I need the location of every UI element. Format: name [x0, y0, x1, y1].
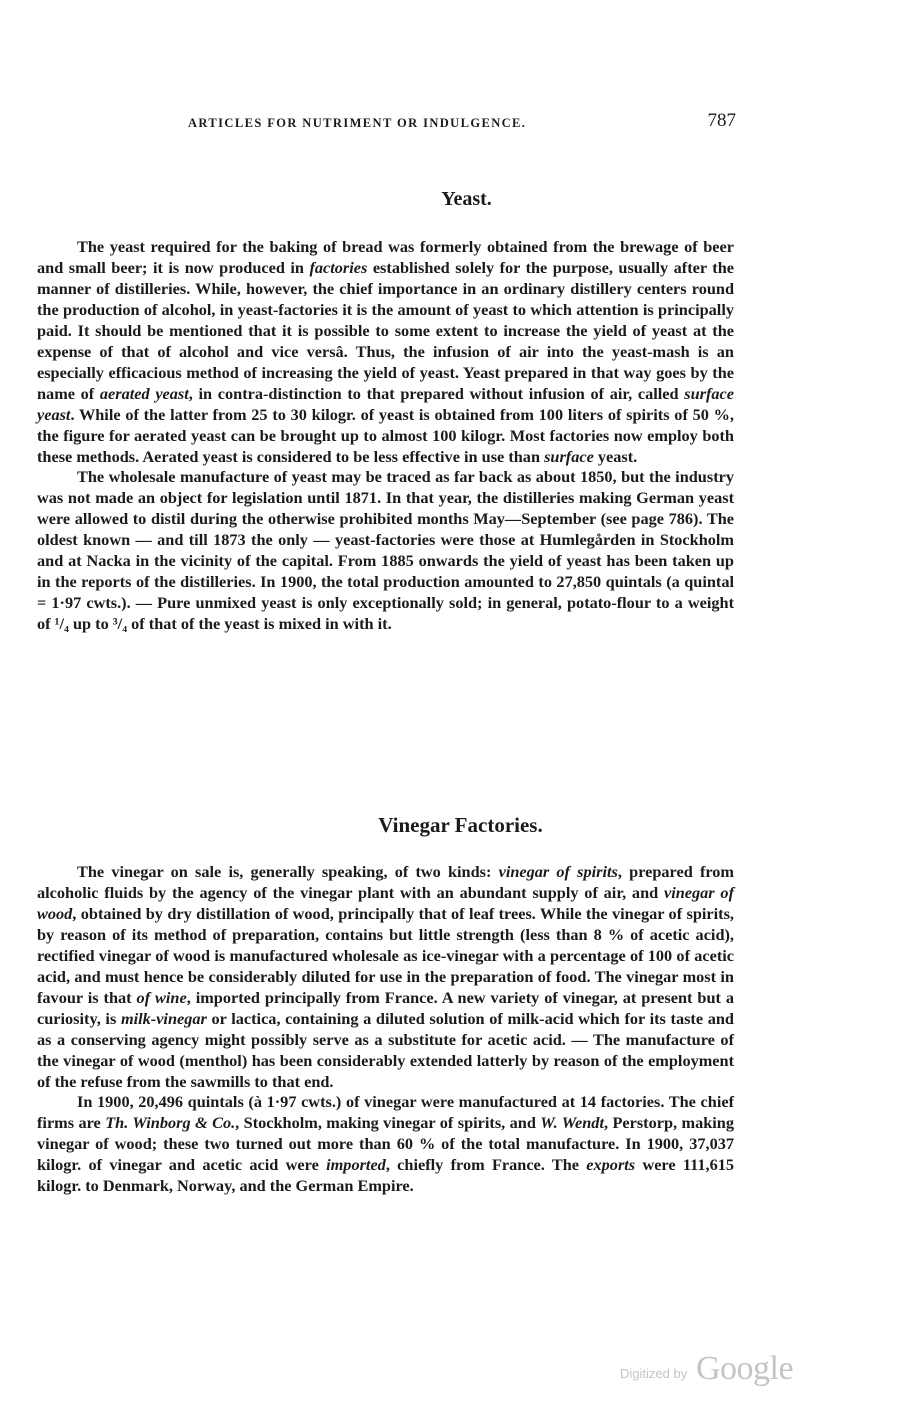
vinegar-section-body [37, 862, 734, 1197]
italic-term: imported [326, 1155, 386, 1175]
running-header [188, 108, 736, 136]
italic-term: surface [544, 446, 594, 466]
italic-term: surface yeast [37, 383, 734, 424]
italic-term: of wine [136, 987, 187, 1007]
yeast-section-body [37, 237, 734, 635]
italic-term: factories [309, 257, 368, 277]
section-title-yeast: Yeast. [441, 188, 492, 210]
yeast-paragraph-2: The wholesale manufacture of yeast may be traced as far back as about 1850, but the industry was not made an object for legislation until 1871. In that year, the distilleries making German yeast were allowed to distil during the otherwise prohibited months May—September (see page 786). The oldest known — and till 1873 the only — yeast-factories were those at Humlegården in Stockholm and at Nacka in the vicinity of the capital. From 1885 onwards the yield of yeast has been taken up in the reports of the distilleries. In 1900, the total production amounted to 27,850 quintals (a quintal = 1·97 cwts.). — Pure unmixed yeast is only exceptionally sold; in general, potato-flour to a weight of ¹/₄ up to ³/₄ of that of the yeast is mixed in with it. [37, 467, 734, 634]
yeast-paragraph-1: The yeast required for the baking of bread was formerly obtained from the brewage of beer and small beer; it is now produced in factories established solely for the purpose, usually after the manner of distilleries. While, however, the chief importance in an ordinary distillery centers round the production of alcohol, in yeast-factories it is the amount of yeast to which attention is principally paid. It should be mentioned that it is possible to some extent to increase the yield of yeast at the expense of that of alcohol and vice versâ. Thus, the infusion of air into the yeast-mash is an especially efficacious method of increasing the yield of yeast. Yeast prepared in that way goes by the name of aerated yeast, in contra-distinction to that prepared without infusion of air, called surface yeast. While of the latter from 25 to 30 kilogr. of yeast is obtained from 100 liters of spirits of 50 %, the figure for aerated yeast can be brought up to almost 100 kilogr. Most factories now employ both these methods. Aerated yeast is considered to be less effective in use than surface yeast. [37, 237, 734, 466]
italic-term: exports [586, 1155, 636, 1175]
vinegar-paragraph-1: The vinegar on sale is, generally speaking, of two kinds: vinegar of spirits, prepared from alcoholic fluids by the agency of the vinegar plant with an abundant supply of air, and vinegar of wood, obtained by dry distillation of wood, principally that of leaf trees. While the vinegar of spirits, by reason of its method of preparation, contains but little strength (less than 8 % of acetic acid), rectified vinegar of wood is manufactured wholesale as ice-vinegar with a percentage of 100 of acetic acid, and must hence be considerably diluted for use in the preparation of food. The vinegar most in favour is that of wine, imported principally from France. A new variety of vinegar, at present but a curiosity, is milk-vinegar or lactica, containing a diluted solution of milk-acid which for its taste and as a conserving agency might possibly serve as a substitute for acetic acid. — The manufacture of the vinegar of wood (menthol) has been considerably extended latterly by reason of the employment of the refuse from the sawmills to that end. [37, 862, 734, 1091]
italic-term: milk-vinegar [120, 1008, 207, 1028]
italic-term: W. Wendt [540, 1113, 604, 1133]
google-logo: Google [696, 1350, 794, 1387]
italic-term: Th. Winborg & Co. [105, 1113, 236, 1133]
running-title: ARTICLES FOR NUTRIMENT OR INDULGENCE. [188, 116, 527, 130]
digitized-by-label: Digitized by [620, 1366, 688, 1381]
italic-term: vinegar of wood [37, 882, 734, 923]
italic-term: aerated yeast [99, 383, 189, 403]
section-title-vinegar-factories: Vinegar Factories. [378, 813, 543, 837]
italic-term: vinegar of spirits [498, 862, 618, 881]
page-number: 787 [707, 110, 736, 131]
digitized-by-google-watermark [620, 1352, 840, 1392]
vinegar-paragraph-2: In 1900, 20,496 quintals (à 1·97 cwts.) of vinegar were manufactured at 14 factories. The chief firms are Th. Winborg & Co., Stockholm, making vinegar of spirits, and W. Wendt, Perstorp, making vinegar of wood; these two turned out more than 60 % of the total manufacture. In 1900, 37,037 kilogr. of vinegar and acetic acid were imported, chiefly from France. The exports were 111,615 kilogr. to Denmark, Norway, and the German Empire. [37, 1092, 734, 1196]
